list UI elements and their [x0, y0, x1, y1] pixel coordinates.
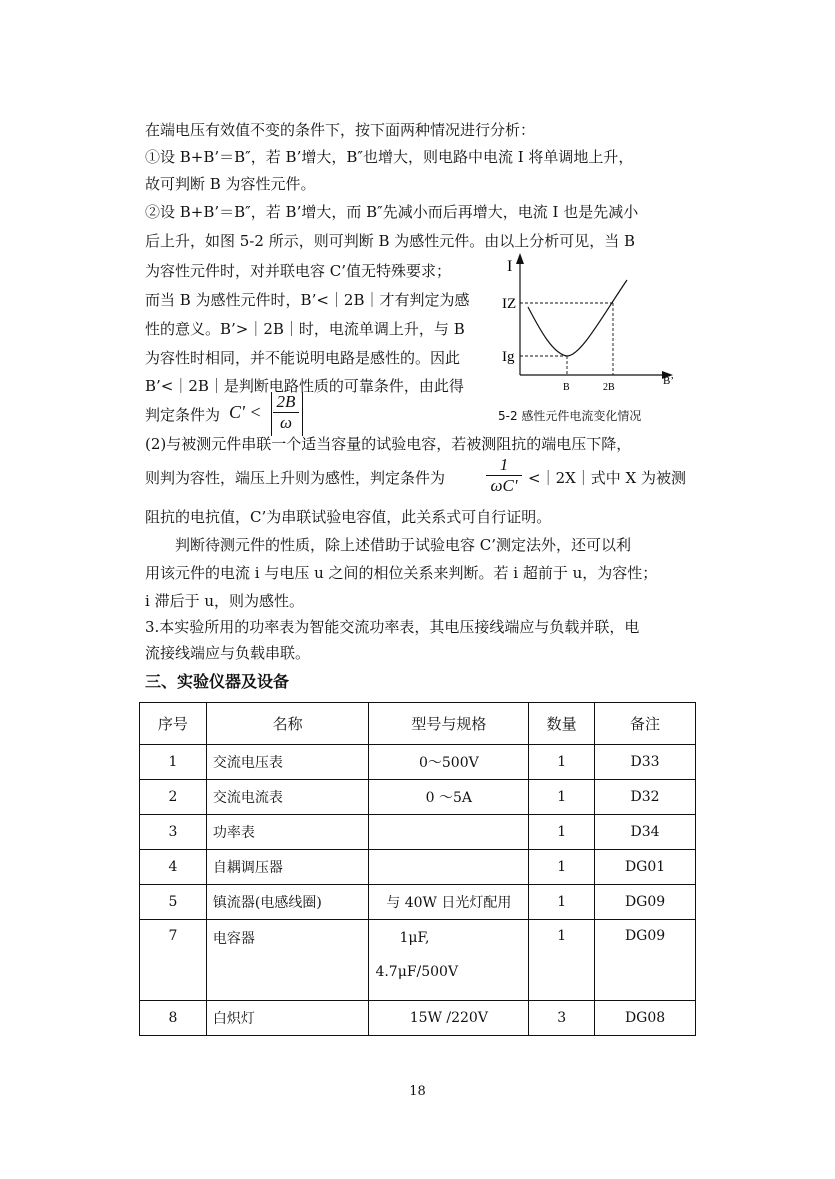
cell-qty: 1	[529, 745, 595, 780]
cell-index: 2	[140, 780, 207, 815]
cell-note: D32	[595, 780, 696, 815]
text-line: 为容性时相同，并不能说明电路是感性的。因此	[145, 349, 461, 367]
condition-lhs: C' <	[229, 402, 262, 422]
cell-name: 电容器	[206, 920, 369, 1001]
cell-name: 镇流器(电感线圈)	[206, 885, 369, 920]
text-line: ①设 B+B’＝B″，若 B’增大，B″也增大，则电路中电流 I 将单调地上升，	[145, 148, 634, 166]
page-number: 18	[409, 1084, 426, 1099]
condition2-numerator: 1	[486, 455, 522, 476]
condition2-fraction	[486, 455, 522, 496]
text-line: 为容性元件时，对并联电容 C’值无特殊要求；	[145, 262, 452, 280]
table-row	[140, 780, 696, 815]
cell-qty: 1	[529, 850, 595, 885]
y-axis-arrow	[516, 253, 524, 264]
table-row	[140, 815, 696, 850]
header-cell: 型号与规格	[369, 703, 529, 745]
cell-note: DG09	[595, 885, 696, 920]
cell-note: D34	[595, 815, 696, 850]
text-line: 而当 B 为感性元件时，B’<｜2B｜才有判定为感	[145, 291, 470, 309]
cell-index: 4	[140, 850, 207, 885]
x-axis-label: B’	[663, 375, 674, 387]
text-line: B’<｜2B｜是判断电路性质的可靠条件，由此得	[145, 377, 464, 395]
cell-note: D33	[595, 745, 696, 780]
text-line: 后上升，如图 5-2 所示，则可判断 B 为感性元件。由以上分析可见，当 B	[145, 232, 636, 250]
cell-qty: 1	[529, 780, 595, 815]
table-row	[140, 920, 696, 1001]
cell-name: 交流电流表	[206, 780, 369, 815]
text-line: 流接线端应与负载串联。	[145, 644, 311, 662]
text-line: 则判为容性，端压上升则为感性，判定条件为	[145, 469, 446, 487]
section-heading: 三、实验仪器及设备	[145, 672, 290, 691]
condition-fraction	[273, 392, 299, 433]
cell-note: DG09	[595, 920, 696, 1001]
cell-spec: 与 40W 日光灯配用	[369, 885, 529, 920]
cell-spec	[369, 850, 529, 885]
cell-index: 7	[140, 920, 207, 1001]
cell-name: 功率表	[206, 815, 369, 850]
cell-index: 5	[140, 885, 207, 920]
cell-name: 白炽灯	[206, 1001, 369, 1036]
header-cell: 备注	[595, 703, 696, 745]
cell-index: 1	[140, 745, 207, 780]
text-line: 判定条件为	[145, 406, 221, 424]
header-cell: 数量	[529, 703, 595, 745]
table-row	[140, 885, 696, 920]
text-line: 判断待测元件的性质，除上述借助于试验电容 C’测定法外，还可以利	[175, 536, 632, 554]
iz-label: IZ	[502, 296, 517, 312]
y-axis-label: I	[507, 258, 513, 275]
cell-index: 8	[140, 1001, 207, 1036]
current-curve	[528, 280, 627, 356]
cell-index: 3	[140, 815, 207, 850]
text-line: 用该元件的电流 i 与电压 u 之间的相位关系来判断。若 i 超前于 u，为容性；	[145, 564, 658, 582]
table-row	[140, 1001, 696, 1036]
cell-name: 自耦调压器	[206, 850, 369, 885]
condition2-denominator: ωC'	[490, 476, 518, 495]
figure-caption: 5-2 感性元件电流变化情况	[498, 409, 642, 423]
text-line: (2)与被测元件串联一个适当容量的试验电容，若被测阻抗的端电压下降，	[145, 435, 632, 453]
header-cell: 名称	[206, 703, 369, 745]
text-line: ②设 B+B’＝B″，若 B’增大，而 B″先减小而后再增大，电流 I 也是先减小	[145, 203, 639, 221]
text-line: 性的意义。B’>｜2B｜时，电流单调上升，与 B	[145, 320, 465, 338]
text-line: <｜2X｜式中 X 为被测	[528, 469, 687, 487]
cell-qty: 1	[529, 920, 595, 1001]
cell-spec: 0～500V	[369, 745, 529, 780]
table-header-row	[140, 703, 696, 745]
ig-label: Ig	[502, 349, 515, 365]
condition-denominator: ω	[279, 413, 292, 432]
text-line: i 滞后于 u，则为感性。	[145, 592, 304, 610]
2b-tick-label: 2B	[603, 382, 615, 393]
cell-spec: 15W /220V	[369, 1001, 529, 1036]
cell-spec-line: 4.7μF/500V	[375, 964, 459, 980]
cell-qty: 1	[529, 815, 595, 850]
cell-qty: 3	[529, 1001, 595, 1036]
table-row	[140, 745, 696, 780]
text-line: 在端电压有效值不变的条件下，按下面两种情况进行分析：	[145, 121, 536, 139]
header-cell: 序号	[140, 703, 207, 745]
equipment-table	[139, 702, 696, 1036]
cell-spec	[369, 815, 529, 850]
cell-note: DG08	[595, 1001, 696, 1036]
text-line: 3.本实验所用的功率表为智能交流功率表，其电压接线端应与负载并联，电	[145, 618, 640, 636]
cell-qty: 1	[529, 885, 595, 920]
cell-spec	[369, 920, 529, 1001]
text-line: 故可判断 B 为容性元件。	[145, 175, 316, 193]
cell-note: DG01	[595, 850, 696, 885]
current-curve-figure	[495, 250, 695, 400]
table-row	[140, 850, 696, 885]
cell-name: 交流电压表	[206, 745, 369, 780]
cell-spec: 0 ～5A	[369, 780, 529, 815]
text-line: 阻抗的电抗值，C’为串联试验电容值，此关系式可自行证明。	[145, 508, 552, 526]
condition-numerator: 2B	[273, 392, 299, 413]
cell-spec-line: 1μF,	[399, 930, 430, 946]
b-tick-label: B	[563, 382, 570, 393]
